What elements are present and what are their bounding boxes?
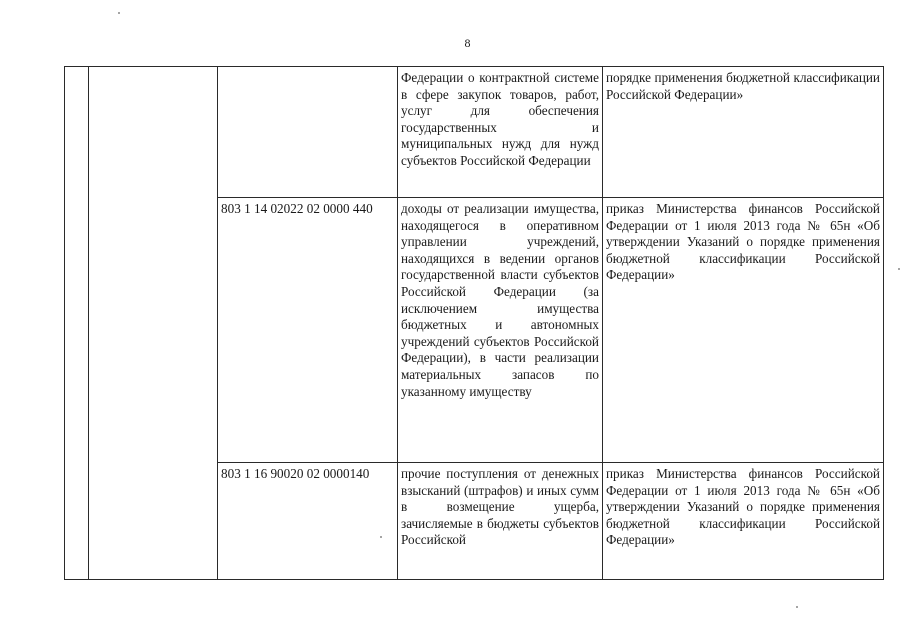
income-name-cell: [398, 198, 603, 463]
income-name-text: Федерации о контрактной системе в сфере закупок товаров, работ, услуг для обеспечения государственных и муниципальных нужд для нужд субъектов Российской Федерации: [401, 70, 599, 168]
income-name-text: прочие поступления от денежных взысканий (штрафов) и иных сумм в возмещение ущерба, зачисляемые в бюджеты субъектов Российской: [401, 466, 599, 548]
page-number: 8: [464, 36, 471, 50]
scan-speck: [898, 268, 900, 270]
legal-basis-text: порядке применения бюджетной классификации Российской Федерации»: [606, 70, 880, 102]
document-table: [64, 66, 884, 580]
scan-speck: [796, 606, 798, 608]
code-cell: [218, 67, 398, 198]
income-name-text: доходы от реализации имущества, находящегося в оперативном управлении учреждений, находящихся в ведении органов государственной власти субъектов Российской Федерации (за исключением имущества бюджетных и автономных учреждений субъектов Российской Федерации), в части реализации материальных запасов по указанному имуществу: [401, 201, 599, 399]
administrator-cell: [89, 67, 218, 580]
scan-speck: [118, 12, 120, 14]
legal-basis-cell: [603, 67, 884, 198]
code-cell: 803 1 14 02022 02 0000 440: [218, 198, 398, 463]
income-name-cell: [398, 67, 603, 198]
table-row: [65, 67, 884, 198]
legal-basis-cell: [603, 463, 884, 580]
scan-speck: [380, 536, 382, 538]
legal-basis-cell: [603, 198, 884, 463]
code-cell: 803 1 16 90020 02 0000140: [218, 463, 398, 580]
legal-basis-text: приказ Министерства финансов Российской Федерации от 1 июля 2013 года № 65н «Об утверждении Указаний о порядке применения бюджетной классификации Российской Федерации»: [606, 201, 880, 283]
number-cell: [65, 67, 89, 580]
income-name-cell: [398, 463, 603, 580]
legal-basis-text: приказ Министерства финансов Российской Федерации от 1 июля 2013 года № 65н «Об утверждении Указаний о порядке применения бюджетной классификации Российской Федерации»: [606, 466, 880, 548]
